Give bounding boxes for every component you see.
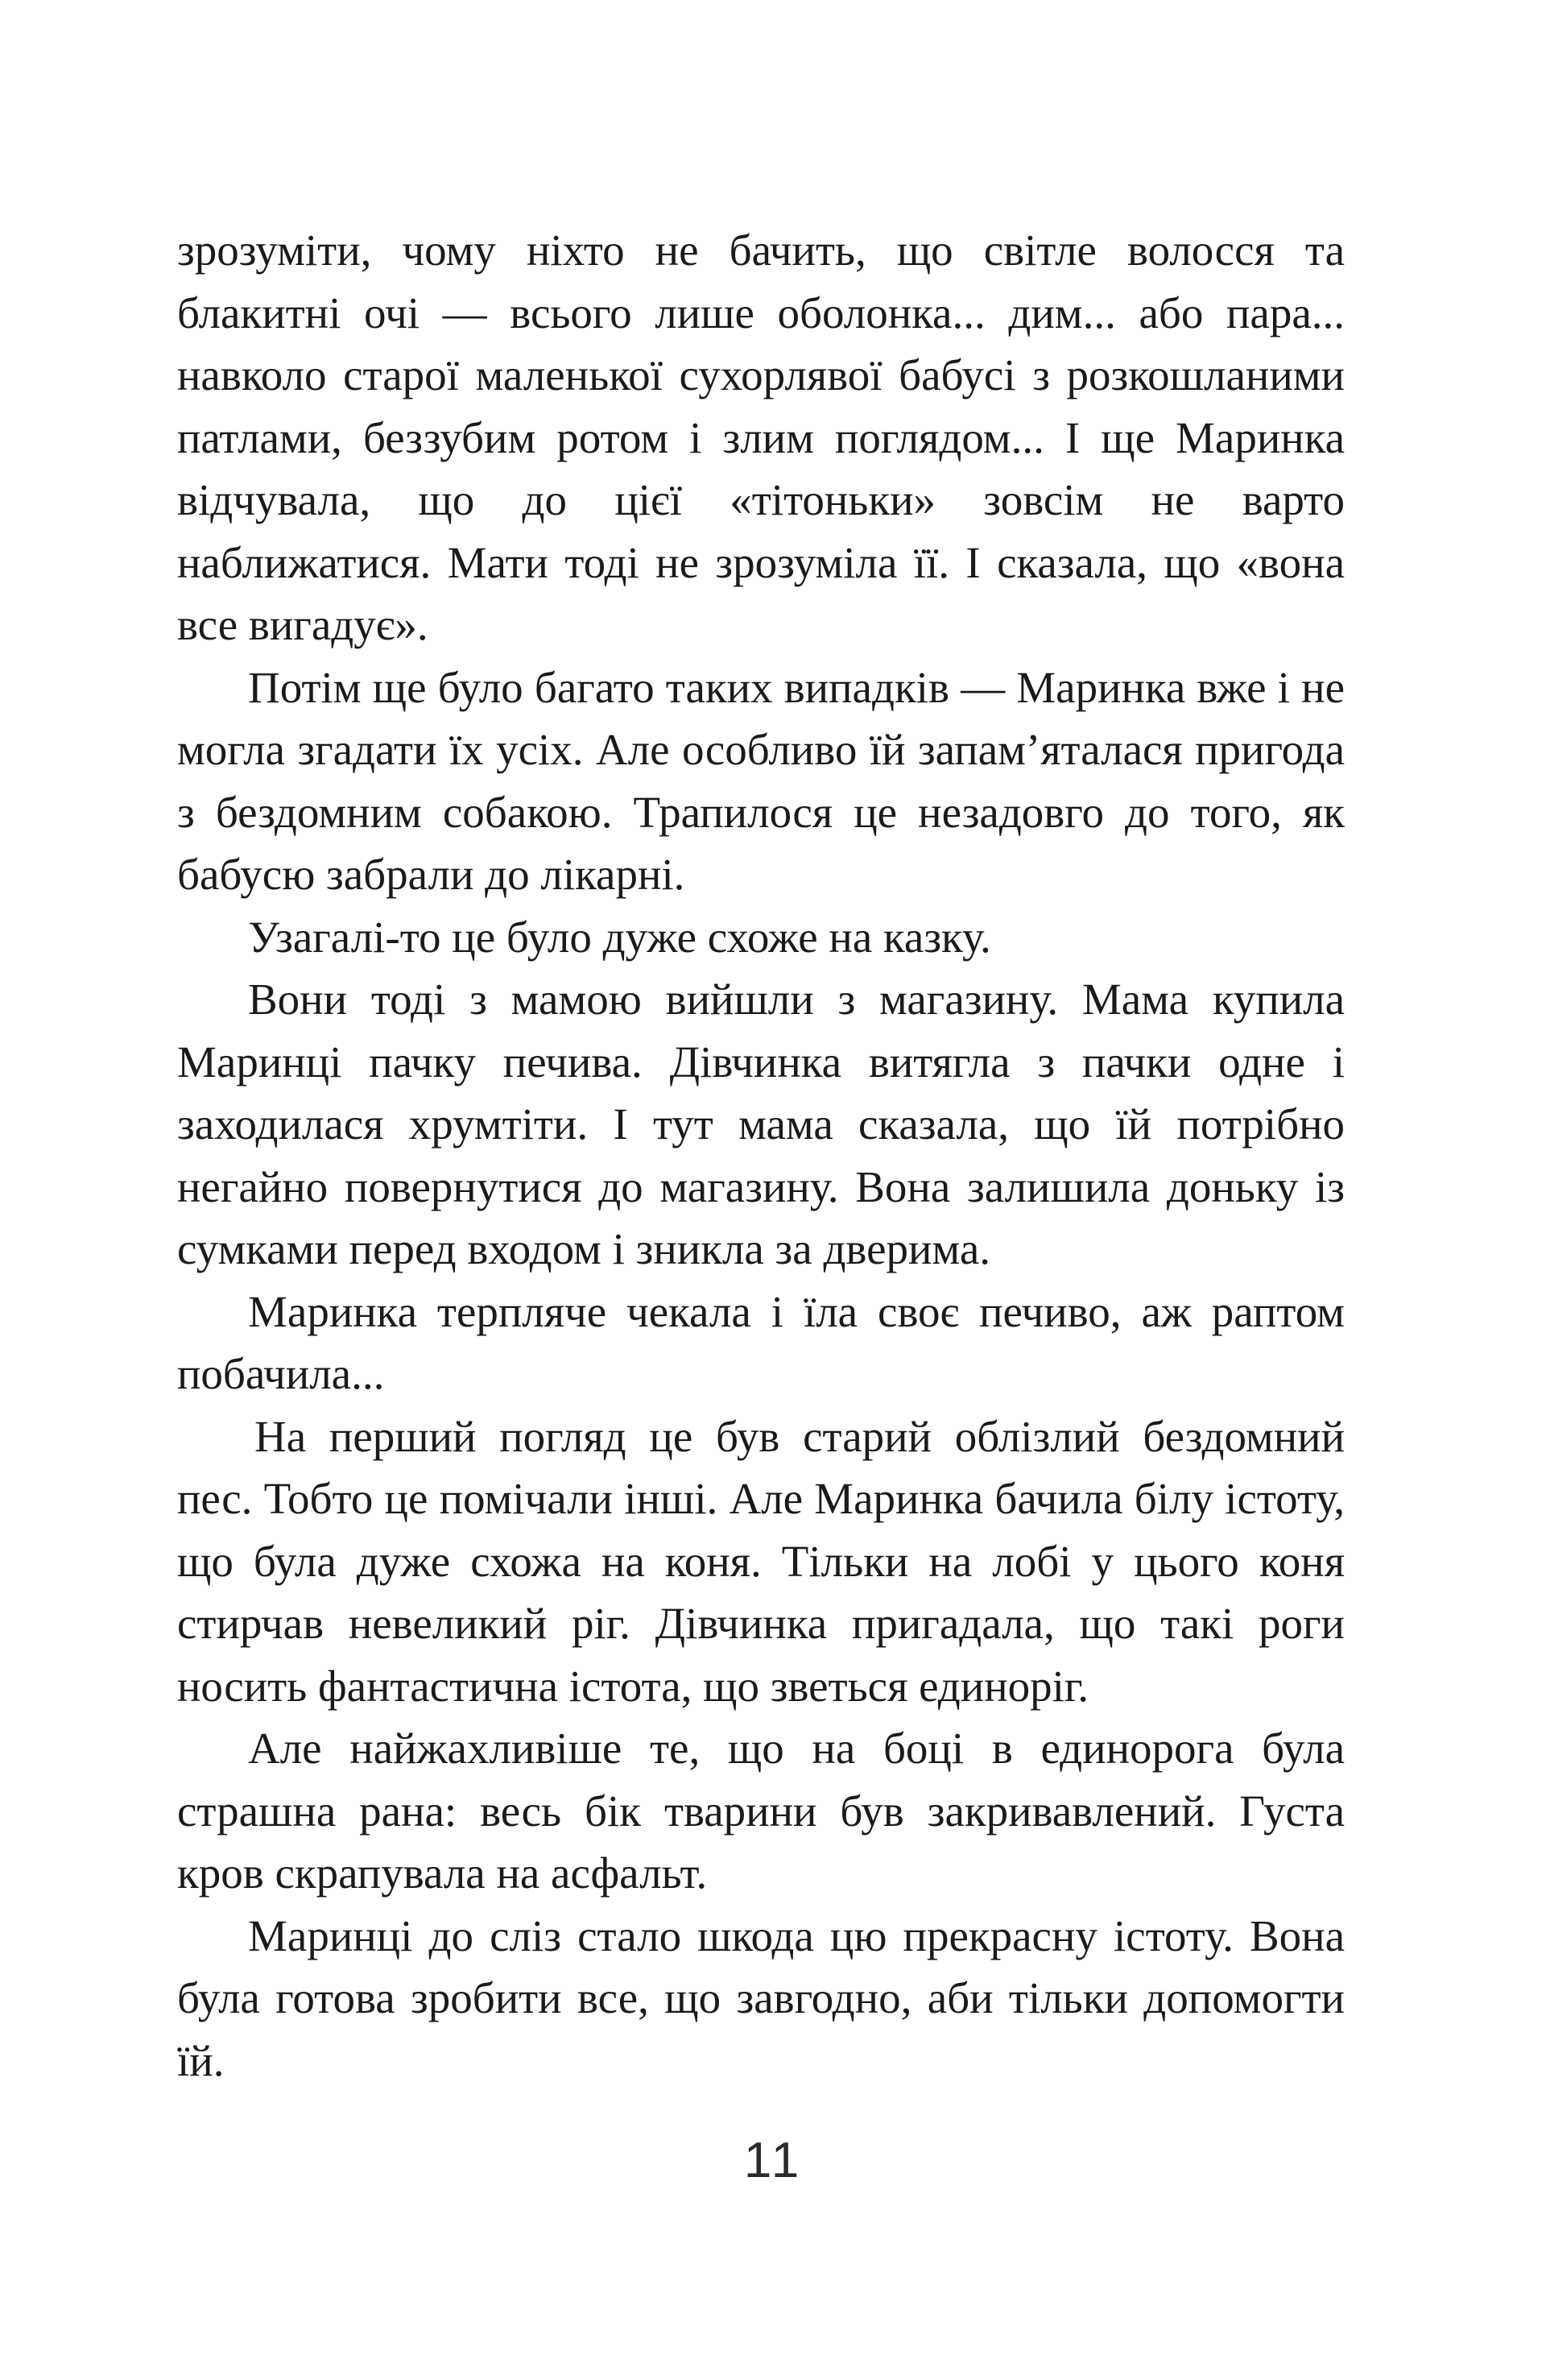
paragraph-continuation: зрозуміти, чому ніхто не бачить, що світле волосся та блакитні очі — всього лише оболонка... дим... або пара... навколо старої маленької сухорлявої бабусі з розкошланими патлами, беззубим ротом і злим поглядом... І ще Маринка відчувала, що до цієї «тітоньки» зовсім не варто наближатися. Мати тоді не зрозуміла її. І сказала, що «вона все вигадує». [177,226,1345,649]
paragraph: На перший погляд це був старий облізлий бездомний пес. Тобто це помічали інші. Але Маринка бачила білу істоту, що була дуже схожа на коня. Тільки на лобі у цього коня стирчав невеликий ріг. Дівчинка пригадала, що такі роги носить фантастична істота, що зветься единоріг. [177,1411,1345,1711]
page-number: 11 [743,2133,803,2188]
paragraph: Маринці до сліз стало шкода цю прекрасну істоту. Вона була готова зробити все, що завгодно, аби тільки допомогти їй. [177,1910,1345,2085]
paragraph: Потім ще було багато таких випадків — Маринка вже і не могла згадати їх усіх. Але особливо їй запам’яталася пригода з бездомним собакою. Трапилося це незадовго до того, як бабусю забрали до лікарні. [177,662,1345,899]
paragraph: Але найжахливіше те, що на боці в единорога була страшна рана: весь бік тварини був закривавлений. Густа кров скрапувала на асфальт. [177,1724,1345,1898]
body-text [177,219,1345,2092]
paragraph: Маринка терпляче чекала і їла своє печиво, аж раптом побачила... [177,1286,1345,1398]
paragraph: Вони тоді з мамою вийшли з магазину. Мама купила Маринці пачку печива. Дівчинка витягла з пачки одне і заходилася хрумтіти. І тут мама сказала, що їй потрібно негайно повернутися до магазину. Вона залишила доньку із сумками перед входом і зникла за дверима. [177,975,1345,1273]
paragraph: Узагалі-то це було дуже схоже на казку. [248,912,991,962]
